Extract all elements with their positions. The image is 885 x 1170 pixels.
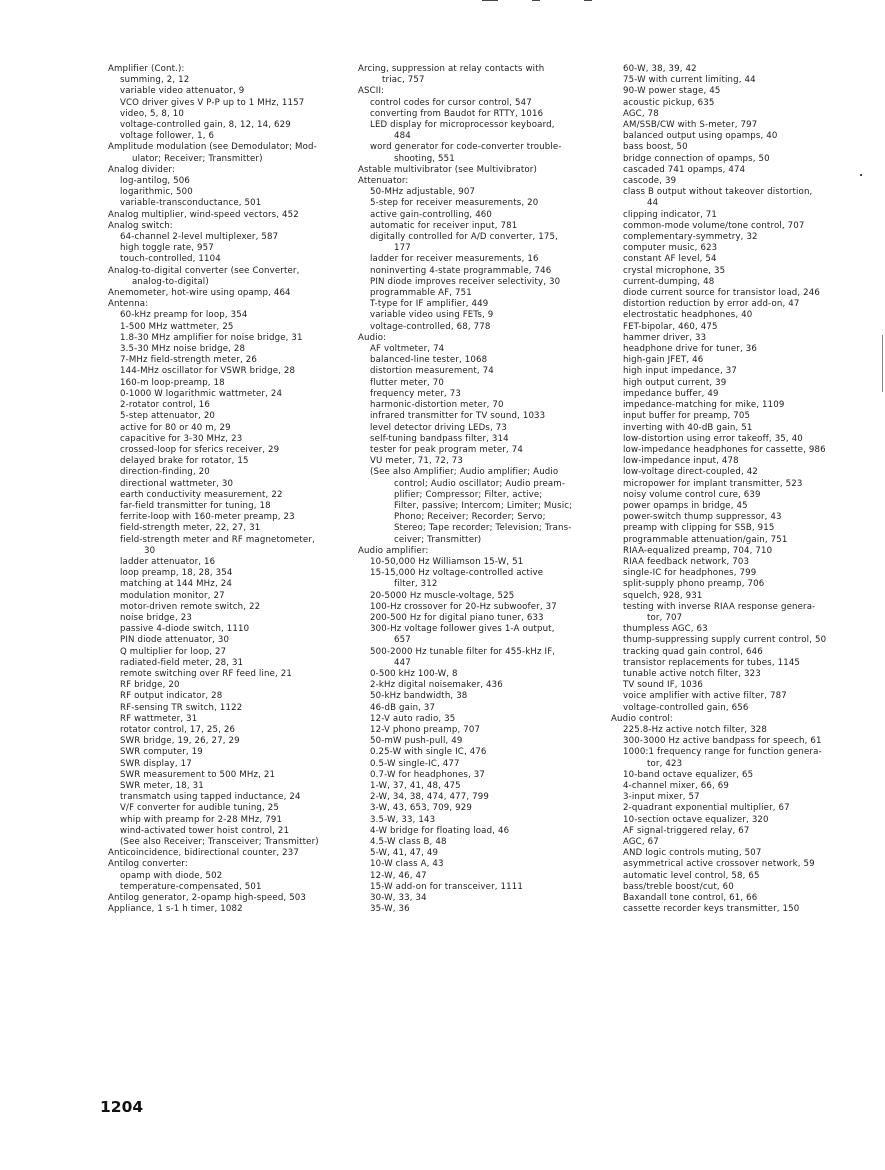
index-entry: active for 80 or 40 m, 29 xyxy=(120,422,231,433)
index-entry: voltage-controlled, 68, 778 xyxy=(370,321,491,332)
index-entry: 10-section octave equalizer, 320 xyxy=(623,814,769,825)
index-entry: control; Audio oscillator; Audio pream- xyxy=(394,478,566,489)
index-entry: 0-500 kHz 100-W, 8 xyxy=(370,668,458,679)
index-entry: headphone drive for tuner, 36 xyxy=(623,344,757,355)
index-entry: transmatch using tapped inductance, 24 xyxy=(120,792,301,803)
index-heading: Amplifier (Cont.): xyxy=(108,64,185,74)
index-entry: T-type for IF amplifier, 449 xyxy=(370,299,489,310)
index-entry: passive 4-diode switch, 1110 xyxy=(120,624,250,635)
index-entry: digitally controlled for A/D converter, 175, xyxy=(370,232,558,243)
index-entry: 1-500 MHz wattmeter, 25 xyxy=(120,321,234,332)
index-entry: 44 xyxy=(647,198,659,209)
index-entry: 0.5-W single-IC, 477 xyxy=(370,758,460,769)
index-heading: Amplitude modulation (see Demodulator; Mod- xyxy=(108,142,317,153)
index-entry: active gain-controlling, 460 xyxy=(370,209,493,220)
index-entry: cascaded 741 opamps, 474 xyxy=(623,164,746,175)
index-entry: 64-channel 2-level multiplexer, 587 xyxy=(120,232,279,243)
index-entry: variable video using FETs, 9 xyxy=(370,310,494,321)
index-entry: current-dumping, 48 xyxy=(623,276,715,287)
index-entry: tor, 707 xyxy=(647,612,683,623)
index-entry: tester for peak program meter, 74 xyxy=(370,444,523,455)
index-entry: common-mode volume/tone control, 707 xyxy=(623,220,805,231)
index-entry: Filter, passive; Intercom; Limiter; Music; xyxy=(394,500,573,511)
index-entry: cascode, 39 xyxy=(623,176,677,187)
index-entry: 2-kHz digital noisemaker, 436 xyxy=(370,680,503,691)
index-entry: LED display for microprocessor keyboard, xyxy=(370,120,555,131)
index-entry: capacitive for 3-30 MHz, 23 xyxy=(120,433,243,444)
index-entry: PIN diode improves receiver selectivity, 30 xyxy=(370,276,561,287)
index-entry: touch-controlled, 1104 xyxy=(120,254,221,265)
index-entry: high input impedance, 37 xyxy=(623,366,737,377)
index-entry: modulation monitor, 27 xyxy=(120,590,225,601)
index-entry: control codes for cursor control, 547 xyxy=(370,97,532,108)
index-entry: balanced output using opamps, 40 xyxy=(623,131,778,142)
index-entry: 50-mW push-pull, 49 xyxy=(370,736,463,747)
index-entry: impedance-matching for mike, 1109 xyxy=(623,400,785,411)
index-entry: log-antilog, 506 xyxy=(120,176,191,187)
index-entry: diode current source for transistor load, 246 xyxy=(623,288,820,299)
index-entry: bridge connection of opamps, 50 xyxy=(623,153,770,164)
index-heading: Analog-to-digital converter (see Converter, xyxy=(108,265,300,276)
index-entry: PIN diode attenuator, 30 xyxy=(120,635,230,646)
index-entry: distortion measurement, 74 xyxy=(370,366,494,377)
index-entry: inverting with 40-dB gain, 51 xyxy=(623,422,753,433)
index-entry: converting from Baudot for RTTY, 1016 xyxy=(370,108,544,119)
top-scan-mark xyxy=(532,0,540,1)
index-entry: clipping indicator, 71 xyxy=(623,209,717,220)
index-entry: 35-W, 36 xyxy=(370,904,410,915)
index-entry: FET-bipolar, 460, 475 xyxy=(623,321,718,332)
index-entry: preamp with clipping for SSB, 915 xyxy=(623,523,775,534)
index-entry: testing with inverse RIAA response genera- xyxy=(623,601,816,612)
index-entry: power opamps in bridge, 45 xyxy=(623,500,748,511)
index-entry: low-voltage direct-coupled, 42 xyxy=(623,467,758,478)
index-heading: Anemometer, hot-wire using opamp, 464 xyxy=(108,288,291,299)
index-heading: Arcing, suppression at relay contacts with xyxy=(358,64,545,74)
index-entry: 5-W, 41, 47, 49 xyxy=(370,848,439,859)
index-entry: filter, 312 xyxy=(394,579,438,590)
index-entry: 30-W, 33, 34 xyxy=(370,893,427,904)
index-entry: cassette recorder keys transmitter, 150 xyxy=(623,904,800,915)
index-entry: 4-channel mixer, 66, 69 xyxy=(623,781,729,791)
index-entry: tor, 423 xyxy=(647,758,683,769)
index-entry: micropower for implant transmitter, 523 xyxy=(623,478,803,489)
index-entry: Phono; Receiver; Recorder; Servo; xyxy=(394,512,546,523)
index-entry: remote switching over RF feed line, 21 xyxy=(120,668,293,679)
index-entry: ulator; Receiver; Transmitter) xyxy=(132,153,263,164)
index-entry: thump-suppressing supply current control, 50 xyxy=(623,635,827,646)
index-entry: 300-Hz voltage follower gives 1-A output, xyxy=(370,624,555,635)
index-entry: 3-input mixer, 57 xyxy=(623,792,700,803)
index-entry: 160-m loop-preamp, 18 xyxy=(120,377,225,388)
index-entry: 50-kHz bandwidth, 38 xyxy=(370,691,468,702)
index-entry: high toggle rate, 957 xyxy=(120,243,214,254)
index-entry: high-gain JFET, 46 xyxy=(623,355,704,366)
index-entry: 2-rotator control, 16 xyxy=(120,400,211,411)
index-entry: noise bridge, 23 xyxy=(120,612,192,623)
index-heading: Astable multivibrator (see Multivibrator) xyxy=(358,164,537,175)
index-entry: complementary-symmetry, 32 xyxy=(623,232,758,243)
index-entry: radiated-field meter, 28, 31 xyxy=(120,657,244,668)
index-heading: Audio amplifier: xyxy=(358,545,429,556)
index-entry: 15-15,000 Hz voltage-controlled active xyxy=(370,568,544,579)
index-entry: RF output indicator, 28 xyxy=(120,691,223,702)
index-entry: 46-dB gain, 37 xyxy=(370,702,436,713)
index-entry: self-tuning bandpass filter, 314 xyxy=(370,433,509,444)
index-entry: (See also Receiver; Transceiver; Transmitter) xyxy=(120,837,319,848)
index-entry: RF bridge, 20 xyxy=(120,680,180,691)
index-entry: low-distortion using error takeoff, 35, 40 xyxy=(623,433,803,444)
index-entry: RIAA feedback network, 703 xyxy=(623,556,750,567)
index-column-1 xyxy=(108,64,344,915)
index-entry: 300-3000 Hz active bandpass for speech, 61 xyxy=(623,736,822,747)
index-heading: Analog multiplier, wind-speed vectors, 452 xyxy=(108,209,299,220)
index-entry: ladder for receiver measurements, 16 xyxy=(370,254,539,265)
index-entry: 657 xyxy=(394,635,411,646)
index-entry: AF voltmeter, 74 xyxy=(370,344,445,355)
index-entry: automatic for receiver input, 781 xyxy=(370,220,518,231)
index-entry: 200-500 Hz for digital piano tuner, 633 xyxy=(370,612,544,623)
index-entry: wind-activated tower hoist control, 21 xyxy=(120,825,290,836)
index-entry: 144-MHz oscillator for VSWR bridge, 28 xyxy=(120,366,296,377)
index-entry: flutter meter, 70 xyxy=(370,377,444,388)
top-scan-mark xyxy=(584,0,592,1)
index-entry: 60-W, 38, 39, 42 xyxy=(623,64,697,74)
index-entry: transistor replacements for tubes, 1145 xyxy=(623,657,801,668)
index-entry: squelch, 928, 931 xyxy=(623,590,703,601)
index-entry: electrostatic headphones, 40 xyxy=(623,310,753,321)
index-entry: matching at 144 MHz, 24 xyxy=(120,579,232,590)
index-entry: balanced-line tester, 1068 xyxy=(370,355,488,366)
index-entry: 10-band octave equalizer, 65 xyxy=(623,769,754,780)
index-heading: Antilog converter: xyxy=(108,859,188,870)
index-entry: voice amplifier with active filter, 787 xyxy=(623,691,787,702)
index-entry: Baxandall tone control, 61, 66 xyxy=(623,893,758,904)
index-entry: 4-W bridge for floating load, 46 xyxy=(370,825,510,836)
index-entry: rotator control, 17, 25, 26 xyxy=(120,724,236,735)
index-entry: 3.5-30 MHz noise bridge, 28 xyxy=(120,344,246,355)
index-entry: TV sound IF, 1036 xyxy=(623,680,704,691)
index-entry: variable video attenuator, 9 xyxy=(120,86,245,97)
index-entry: SWR bridge, 19, 26, 27, 29 xyxy=(120,736,240,747)
index-entry: 0.7-W for headphones, 37 xyxy=(370,769,486,780)
index-entry: 7-MHz field-strength meter, 26 xyxy=(120,355,258,366)
index-entry: AGC, 67 xyxy=(623,837,659,848)
index-entry: 1000:1 frequency range for function genera- xyxy=(623,747,822,758)
index-entry: V/F converter for audible tuning, 25 xyxy=(120,803,280,814)
index-entry: 484 xyxy=(394,131,411,142)
index-entry: 100-Hz crossover for 20-Hz subwoofer, 37 xyxy=(370,601,557,612)
scan-edge-mark xyxy=(882,335,883,392)
index-entry: crossed-loop for sferics receiver, 29 xyxy=(120,444,280,455)
scan-speck xyxy=(860,174,862,176)
index-entry: 447 xyxy=(394,657,411,668)
top-scan-mark xyxy=(482,0,498,1)
index-entry: 5-step attenuator, 20 xyxy=(120,411,216,422)
index-entry: loop preamp, 18, 28, 354 xyxy=(120,568,233,579)
index-entry: computer music, 623 xyxy=(623,243,718,254)
index-entry: ferrite-loop with 160-meter preamp, 23 xyxy=(120,512,295,523)
index-entry: 225.8-Hz active notch filter, 328 xyxy=(623,724,768,735)
index-entry: AF signal-triggered relay, 67 xyxy=(623,825,750,836)
index-heading: Audio control: xyxy=(611,713,673,724)
index-entry: variable-transconductance, 501 xyxy=(120,198,262,209)
index-entry: VCO driver gives V P-P up to 1 MHz, 1157 xyxy=(120,97,305,108)
index-entry: directional wattmeter, 30 xyxy=(120,478,234,489)
index-entry: (See also Amplifier; Audio amplifier; Audio xyxy=(370,467,559,478)
index-entry: 1-W, 37, 41, 48, 475 xyxy=(370,781,461,791)
index-entry: direction-finding, 20 xyxy=(120,467,210,478)
index-entry: 5-step for receiver measurements, 20 xyxy=(370,198,539,209)
index-entry: 10-50,000 Hz Williamson 15-W, 51 xyxy=(370,556,524,567)
page-number: 1204 xyxy=(100,1098,144,1116)
index-entry: 3.5-W, 33, 143 xyxy=(370,814,436,825)
index-entry: Stereo; Tape recorder; Television; Trans- xyxy=(394,523,572,534)
index-entry: infrared transmitter for TV sound, 1033 xyxy=(370,411,546,422)
index-entry: bass/treble boost/cut, 60 xyxy=(623,881,734,892)
index-entry: class B output without takeover distortion, xyxy=(623,187,813,198)
index-entry: earth conductivity measurement, 22 xyxy=(120,489,283,500)
index-entry: low-impedance input, 478 xyxy=(623,456,739,467)
index-entry: 90-W power stage, 45 xyxy=(623,86,721,97)
index-entry: RIAA-equalized preamp, 704, 710 xyxy=(623,545,773,556)
index-entry: 20-5000 Hz muscle-voltage, 525 xyxy=(370,590,515,601)
index-entry: bass boost, 50 xyxy=(623,142,688,153)
index-entry: 0.25-W with single IC, 476 xyxy=(370,747,487,758)
index-entry: delayed brake for rotator, 15 xyxy=(120,456,249,467)
index-entry: 2-W, 34, 38, 474, 477, 799 xyxy=(370,792,490,803)
index-entry: high output current, 39 xyxy=(623,377,727,388)
index-entry: whip with preamp for 2-28 MHz, 791 xyxy=(120,814,283,825)
index-entry: tracking quad gain control, 646 xyxy=(623,646,763,657)
index-entry: VU meter, 71, 72, 73 xyxy=(370,456,463,467)
index-entry: AM/SSB/CW with S-meter, 797 xyxy=(623,120,758,131)
index-entry: summing, 2, 12 xyxy=(120,75,190,86)
index-entry: automatic level control, 58, 65 xyxy=(623,870,760,881)
index-entry: harmonic-distortion meter, 70 xyxy=(370,400,504,411)
index-entry: opamp with diode, 502 xyxy=(120,870,223,881)
index-entry: SWR display, 17 xyxy=(120,758,192,769)
index-entry: 1.8-30 MHz amplifier for noise bridge, 31 xyxy=(120,332,303,343)
index-entry: 60-kHz preamp for loop, 354 xyxy=(120,310,248,321)
index-entry: noninverting 4-state programmable, 746 xyxy=(370,265,552,276)
index-entry: 2-quadrant exponential multiplier, 67 xyxy=(623,803,790,814)
index-entry: 0-1000 W logarithmic wattmeter, 24 xyxy=(120,388,283,399)
index-entry: power-switch thump suppressor, 43 xyxy=(623,512,782,523)
index-entry: voltage-controlled gain, 656 xyxy=(623,702,749,713)
index-entry: programmable AF, 751 xyxy=(370,288,472,299)
index-entry: 15-W add-on for transceiver, 1111 xyxy=(370,881,524,892)
index-entry: 12-V phono preamp, 707 xyxy=(370,724,481,735)
index-column-3 xyxy=(611,64,873,915)
index-entry: 4.5-W class B, 48 xyxy=(370,837,447,848)
index-entry: tunable active notch filter, 323 xyxy=(623,668,761,679)
index-entry: Q multiplier for loop, 27 xyxy=(120,646,227,657)
index-entry: split-supply phono preamp, 706 xyxy=(623,579,765,590)
index-entry: RF wattmeter, 31 xyxy=(120,713,198,724)
index-entry: 10-W class A, 43 xyxy=(370,859,444,870)
index-entry: frequency meter, 73 xyxy=(370,388,461,399)
index-column-2 xyxy=(358,64,590,915)
index-entry: temperature-compensated, 501 xyxy=(120,881,262,892)
index-entry: triac, 757 xyxy=(382,75,425,86)
index-entry: level detector driving LEDs, 73 xyxy=(370,422,508,433)
index-heading: ASCII: xyxy=(358,86,385,97)
index-heading: Appliance, 1 s-1 h timer, 1082 xyxy=(108,904,243,915)
index-entry: low-impedance headphones for cassette, 986 xyxy=(623,444,826,455)
index-entry: AND logic controls muting, 507 xyxy=(623,848,762,859)
index-entry: far-field transmitter for tuning, 18 xyxy=(120,500,271,511)
index-entry: voltage-controlled gain, 8, 12, 14, 629 xyxy=(120,120,291,131)
index-entry: AGC, 78 xyxy=(623,108,659,119)
index-entry: logarithmic, 500 xyxy=(120,187,193,198)
index-entry: 500-2000 Hz tunable filter for 455-kHz IF, xyxy=(370,646,556,657)
index-entry: impedance buffer, 49 xyxy=(623,388,719,399)
index-entry: 75-W with current limiting, 44 xyxy=(623,75,756,86)
index-entry: input buffer for preamp, 705 xyxy=(623,411,751,422)
index-entry: asymmetrical active crossover network, 59 xyxy=(623,859,815,870)
index-entry: field-strength meter and RF magnetometer, xyxy=(120,534,315,545)
index-heading: Antenna: xyxy=(108,299,149,310)
index-entry: 12-V auto radio, 35 xyxy=(370,713,456,724)
index-entry: 3-W, 43, 653, 709, 929 xyxy=(370,803,473,814)
index-entry: thumpless AGC, 63 xyxy=(623,624,708,635)
index-entry: 12-W, 46, 47 xyxy=(370,870,427,881)
index-heading: Audio: xyxy=(358,332,387,343)
index-entry: SWR measurement to 500 MHz, 21 xyxy=(120,769,276,780)
index-entry: programmable attenuation/gain, 751 xyxy=(623,534,788,545)
index-heading: Attenuator: xyxy=(358,176,409,187)
index-heading: Analog divider: xyxy=(108,164,176,175)
index-entry: RF-sensing TR switch, 1122 xyxy=(120,702,243,713)
index-entry: ceiver; Transmitter) xyxy=(394,534,482,545)
index-entry: 177 xyxy=(394,243,411,254)
index-heading: Anticoincidence, bidirectional counter, 237 xyxy=(108,848,299,859)
index-entry: single-IC for headphones, 799 xyxy=(623,568,757,579)
index-entry: constant AF level, 54 xyxy=(623,254,717,265)
index-entry: word generator for code-converter trouble- xyxy=(370,142,562,153)
index-entry: SWR computer, 19 xyxy=(120,747,203,758)
index-heading: Antilog generator, 2-opamp high-speed, 503 xyxy=(108,893,307,904)
index-entry: voltage follower, 1, 6 xyxy=(120,131,215,142)
index-entry: noisy volume control cure, 639 xyxy=(623,489,761,500)
index-entry: acoustic pickup, 635 xyxy=(623,97,715,108)
index-heading: Analog switch: xyxy=(108,220,173,231)
index-entry: SWR meter, 18, 31 xyxy=(120,781,204,791)
index-entry: crystal microphone, 35 xyxy=(623,265,726,276)
index-entry: video, 5, 8, 10 xyxy=(120,108,184,119)
index-entry: motor-driven remote switch, 22 xyxy=(120,601,261,612)
index-entry: distortion reduction by error add-on, 47 xyxy=(623,299,800,310)
index-entry: 50-MHz adjustable, 907 xyxy=(370,187,476,198)
index-entry: field-strength meter, 22, 27, 31 xyxy=(120,523,261,534)
index-entry: 30 xyxy=(144,545,156,556)
index-entry: plifier; Compressor; Filter, active; xyxy=(394,489,543,500)
index-entry: hammer driver, 33 xyxy=(623,332,707,343)
index-entry: shooting, 551 xyxy=(394,153,455,164)
index-entry: ladder attenuator, 16 xyxy=(120,556,216,567)
index-entry: analog-to-digital) xyxy=(132,276,209,287)
